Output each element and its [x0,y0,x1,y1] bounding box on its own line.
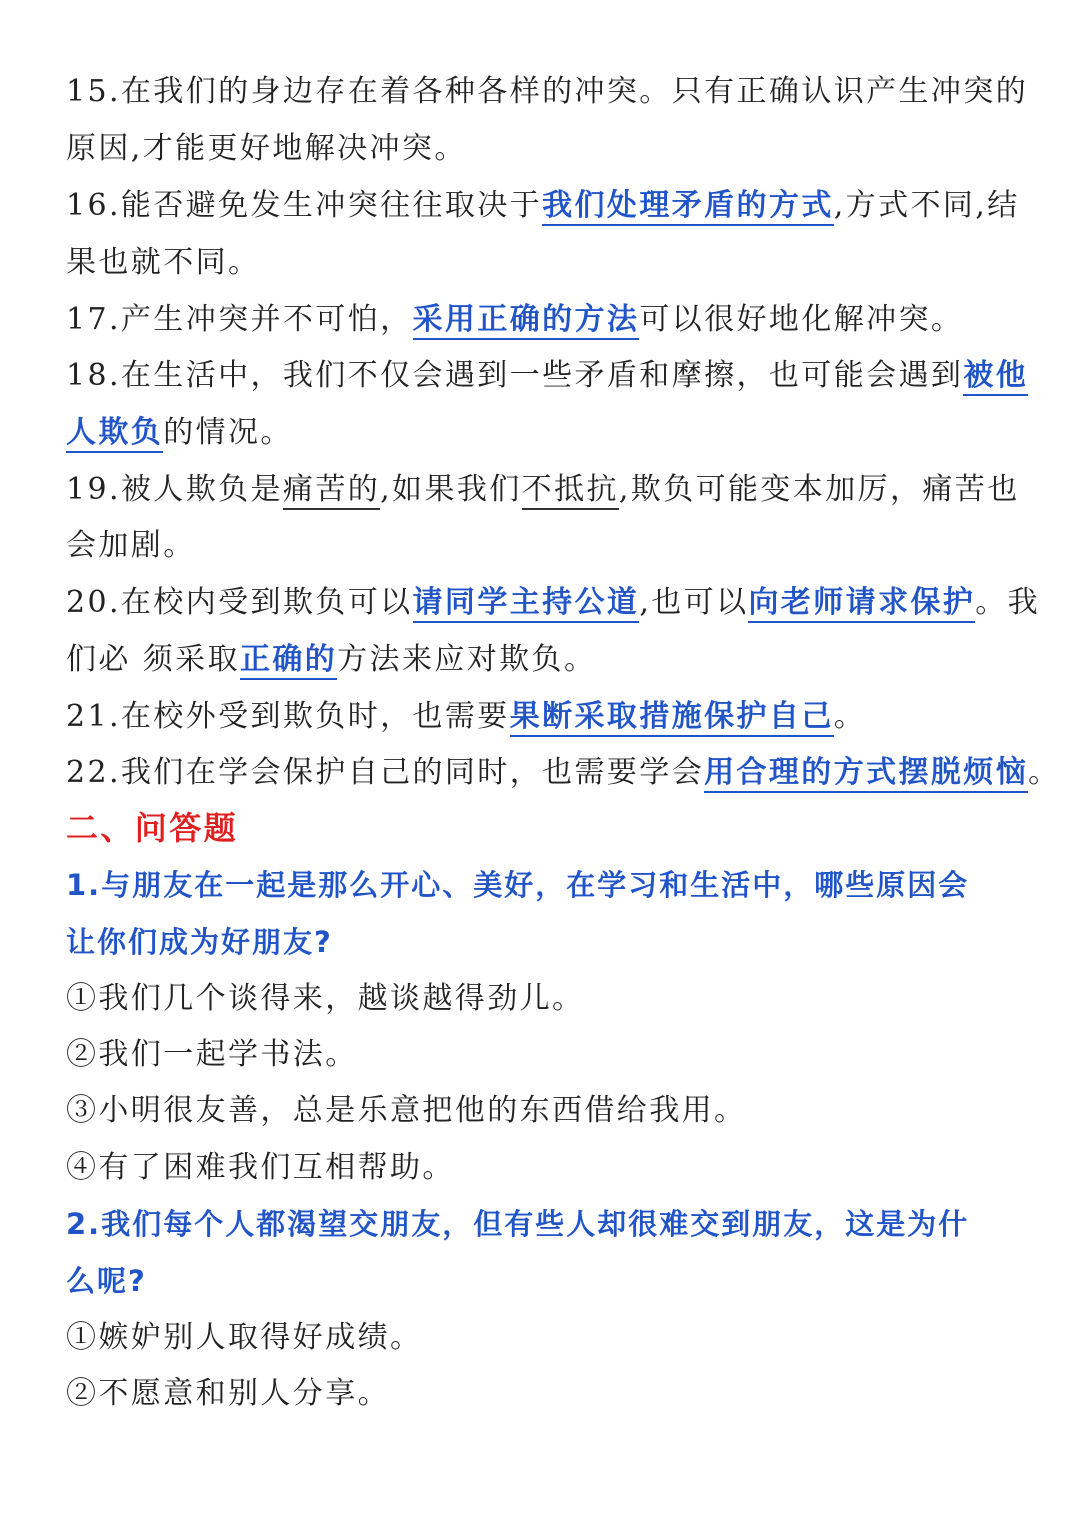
item-19-line-2 [66,526,196,566]
item-16-key-phrase: 我们处理矛盾的方式 [542,188,834,226]
item-20-text: 20.在校内受到欺负可以 [66,585,413,620]
item-17-text: 17.产生冲突并不可怕， [66,302,413,337]
item-15-text: 15.在我们的身边存在着各种各样的冲突。只有正确认识产生冲突的 [66,74,1029,109]
item-21-key-phrase: 果断采取措施保护自己 [510,699,834,737]
item-18-line-2 [66,413,293,453]
item-20-text-cont: 们必 须采取 [66,642,240,677]
item-21-text-tail: 。 [833,699,867,734]
item-17-text-tail: 可以很好地化解冲突。 [639,302,964,337]
item-18-line-1 [66,356,1028,396]
item-18-text: 18.在生活中，我们不仅会遇到一些矛盾和摩擦，也可能会遇到 [66,358,964,393]
item-21-line [66,697,866,737]
item-22-line [66,753,1061,793]
item-20-key-phrase-2: 向老师请求保护 [748,585,975,623]
item-20-line-1 [66,583,1040,623]
item-22-text-tail: 。 [1028,755,1061,790]
item-19-text-cont: 会加剧。 [66,528,196,563]
question-1-line-2: 让你们成为好朋友? [66,925,333,959]
question-1-answer: ①我们几个谈得来，越谈越得劲儿。 [66,981,585,1016]
item-22-text: 22.我们在学会保护自己的同时，也需要学会 [66,755,705,790]
item-15-line-1 [66,72,1028,112]
item-16-text-tail: ,方式不同,结 [833,188,1020,223]
item-18-text-tail: 的情况。 [163,415,293,450]
item-16-line-1 [66,186,1020,226]
item-17-key-phrase: 采用正确的方法 [413,302,640,340]
item-19-text-mid: ,如果我们 [380,472,522,507]
item-20-text-mid: ,也可以 [639,585,749,620]
item-20-key-phrase-3: 正确的 [240,642,337,680]
question-2-answer: ②不愿意和别人分享。 [66,1376,390,1411]
item-15-line-2 [66,129,467,169]
item-15-text-cont: 原因,才能更好地解决冲突。 [66,131,467,166]
question-2-line-2: 么呢? [66,1264,147,1298]
item-20-line-2 [66,640,596,680]
item-19-underlined-1: 痛苦的 [283,472,380,510]
item-21-text: 21.在校外受到欺负时，也需要 [66,699,510,734]
question-1-line-1: 1.与朋友在一起是那么开心、美好，在学习和生活中，哪些原因会 [66,868,970,902]
question-1-answer: ②我们一起学书法。 [66,1037,358,1072]
question-2-answer: ①嫉妒别人取得好成绩。 [66,1320,423,1355]
item-22-key-phrase: 用合理的方式摆脱烦恼 [704,755,1028,793]
item-16-text-cont: 果也就不同。 [66,245,261,280]
item-19-underlined-2: 不抵抗 [522,472,619,510]
item-20-text-end: 方法来应对欺负。 [337,642,597,677]
item-20-key-phrase-1: 请同学主持公道 [413,585,640,623]
item-18-key-phrase-start: 被他 [963,358,1028,396]
item-19-text-tail: ,欺负可能变本加厉，痛苦也 [618,472,1020,507]
question-2-line-1: 2.我们每个人都渴望交朋友，但有些人却很难交到朋友，这是为什 [66,1207,970,1241]
item-20-text-tail: 。我 [975,585,1041,620]
question-1-answer: ③小明很友善，总是乐意把他的东西借给我用。 [66,1093,747,1128]
question-1-answer: ④有了困难我们互相帮助。 [66,1150,455,1185]
item-19-line-1 [66,470,1020,510]
item-16-line-2 [66,243,260,283]
item-18-key-phrase-end: 人欺负 [66,415,163,453]
item-16-text: 16.能否避免发生冲突往往取决于 [66,188,543,223]
item-17-line [66,300,963,340]
item-19-text: 19.被人欺负是 [66,472,283,507]
section-title: 二、问答题 [66,809,239,847]
